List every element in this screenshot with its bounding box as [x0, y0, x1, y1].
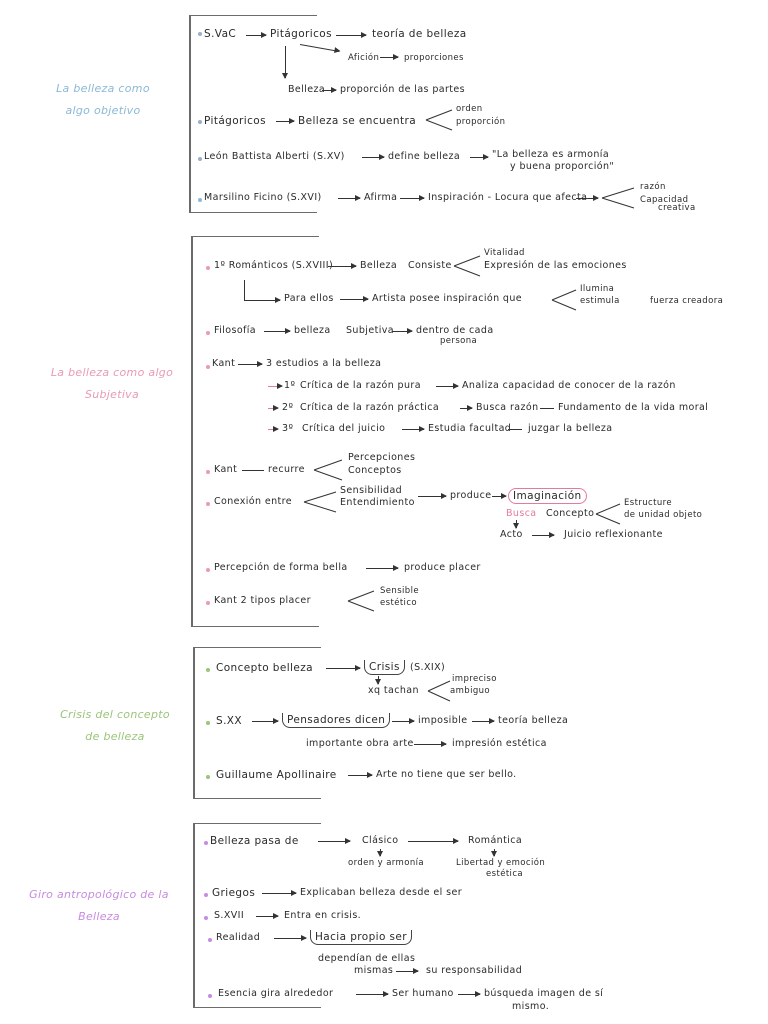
note-text: Capacidad — [640, 195, 689, 205]
arrow — [322, 90, 336, 91]
note-text: estimula — [580, 296, 620, 306]
note-text: importante obra arte — [306, 738, 414, 749]
bullet — [204, 893, 208, 897]
arrow — [366, 568, 398, 569]
note-text: S.XX — [216, 715, 242, 727]
note-text: Ilumina — [580, 284, 615, 294]
arrow — [356, 994, 388, 995]
note-text: Estudia facultad — [428, 423, 512, 434]
arrow — [380, 849, 381, 856]
arrow — [262, 893, 296, 894]
note-text: Estructure — [624, 498, 672, 508]
highlight-pensadores: Pensadores dicen — [282, 713, 390, 728]
dash — [540, 408, 554, 409]
note-text: Belleza — [360, 260, 398, 271]
arrow — [268, 429, 278, 430]
arrow — [380, 57, 398, 58]
arrow — [256, 916, 278, 917]
arrow — [494, 849, 495, 856]
note-text: Fundamento de la vida moral — [558, 402, 709, 413]
arrow — [252, 721, 278, 722]
arrow — [396, 971, 418, 972]
note-text: produce — [450, 490, 492, 501]
note-text: Belleza se encuentra — [298, 115, 417, 127]
note-text: búsqueda imagen de sí — [484, 988, 604, 999]
note-text: proporción de las partes — [340, 84, 465, 95]
note-text: Kant — [214, 464, 238, 475]
note-text: Crítica de la razón práctica — [300, 402, 440, 413]
note-text: ambiguo — [450, 686, 491, 696]
dash — [242, 470, 264, 471]
arrow — [285, 46, 286, 78]
note-text: proporciones — [404, 53, 464, 63]
note-text: Sensibilidad — [340, 485, 403, 496]
note-text: (S.XIX) — [410, 662, 446, 673]
note-text: persona — [440, 336, 478, 346]
bullet — [198, 120, 202, 124]
note-text: Belleza pasa de — [210, 835, 299, 847]
note-text: proporción — [456, 117, 506, 127]
note-text: xq tachan — [368, 685, 419, 696]
note-text: teoría belleza — [498, 715, 569, 726]
note-text: 3 estudios a la belleza — [266, 358, 382, 369]
section-1-bracket — [189, 15, 317, 213]
note-text: León Battista Alberti (S.XV) — [204, 151, 345, 162]
note-text: Expresión de las emociones — [484, 260, 627, 271]
branch-fork — [346, 590, 376, 612]
note-text: Pitágoricos — [204, 115, 266, 127]
note-text: 1º Románticos (S.XVIII) — [214, 260, 334, 271]
note-text: Griegos — [212, 887, 256, 899]
bullet — [198, 157, 202, 161]
note-text: Conexión entre — [214, 496, 292, 507]
arrow — [340, 299, 368, 300]
note-text: Percepción de forma bella — [214, 562, 348, 573]
note-text: Explicaban belleza desde el ser — [300, 887, 463, 898]
note-text: Belleza — [288, 84, 326, 95]
note-text: mismo. — [512, 1001, 550, 1012]
note-text: Concepto — [546, 508, 595, 519]
arrow — [378, 676, 379, 684]
note-text: Conceptos — [348, 465, 402, 476]
note-text: Concepto belleza — [216, 662, 313, 674]
dash — [508, 429, 522, 430]
branch-fork — [312, 459, 344, 481]
note-text: Busca — [506, 508, 537, 519]
branch-fork — [424, 108, 454, 132]
bullet — [206, 331, 210, 335]
arrow — [318, 841, 350, 842]
arrow — [238, 364, 262, 365]
note-text: orden y armonía — [348, 858, 424, 868]
bullet — [206, 601, 210, 605]
arrow — [458, 994, 480, 995]
bullet — [198, 198, 202, 202]
highlight-crisis: Crisis — [364, 660, 405, 675]
arrow — [362, 157, 384, 158]
highlight-imaginacion: Imaginación — [508, 488, 587, 504]
note-text: Realidad — [216, 932, 261, 943]
section-2-title: La belleza como algo Subjetiva — [50, 366, 174, 401]
note-text: Juicio reflexionante — [564, 529, 663, 540]
note-text: Afición — [348, 53, 380, 63]
note-text: Acto — [500, 529, 523, 540]
note-text: Esencia gira alrededor — [218, 988, 334, 999]
arrow — [402, 429, 424, 430]
note-text: Sensible — [380, 586, 419, 596]
section-1-title: La belleza como algo objetivo — [56, 82, 150, 117]
note-text: produce placer — [404, 562, 481, 573]
highlight-hacia-propio-ser: Hacia propio ser — [310, 930, 412, 945]
note-text: Subjetiva — [346, 325, 394, 336]
note-text: Afirma — [364, 192, 398, 203]
note-text: dependían de ellas — [318, 953, 416, 964]
note-text: Marsilino Ficino (S.XVI) — [204, 192, 322, 203]
bullet — [206, 266, 210, 270]
note-text: Inspiración - Locura que afecta — [428, 192, 588, 203]
note-text: fuerza creadora — [650, 296, 724, 306]
note-text: y buena proporción" — [510, 161, 615, 172]
note-text: estético — [380, 598, 417, 608]
arrow — [264, 331, 290, 332]
note-text: impresión estética — [452, 738, 547, 749]
bullet — [204, 841, 208, 845]
note-text: de unidad objeto — [624, 510, 703, 520]
note-text: Kant — [212, 358, 236, 369]
branch-fork — [302, 490, 338, 514]
arrow — [516, 520, 517, 528]
note-text: Vitalidad — [484, 248, 525, 258]
note-text: define belleza — [388, 151, 461, 162]
arrow — [576, 198, 598, 199]
note-text: Consiste — [408, 260, 452, 271]
note-text: orden — [456, 104, 483, 114]
arrow — [274, 938, 306, 939]
bullet — [208, 938, 212, 942]
note-text: 3º — [282, 423, 294, 434]
bullet — [198, 32, 202, 36]
branch-fork — [426, 680, 452, 702]
note-text: creativa — [658, 203, 696, 213]
note-text: impreciso — [452, 674, 497, 684]
note-text: Analiza capacidad de conocer de la razón — [462, 380, 676, 391]
arrow — [460, 408, 472, 409]
arrow — [348, 775, 372, 776]
note-text: mismas — [354, 965, 394, 976]
arrow — [436, 386, 458, 387]
arrow — [492, 496, 506, 497]
note-text: estética — [486, 869, 523, 879]
arrow — [336, 35, 366, 36]
bullet — [206, 668, 210, 672]
arrow — [268, 386, 282, 387]
section-3-title: Crisis del concepto de belleza — [60, 708, 170, 743]
note-text: Percepciones — [348, 452, 416, 463]
bullet — [206, 568, 210, 572]
note-text: Filosofía — [214, 325, 257, 336]
branch-fork — [600, 186, 636, 210]
note-text: Entendimiento — [340, 497, 415, 508]
note-text: Entra en crisis. — [284, 910, 362, 921]
note-text: S.VaC — [204, 28, 237, 40]
arrow — [326, 668, 360, 669]
note-text: dentro de cada — [416, 325, 494, 336]
note-text: S.XVII — [214, 910, 245, 921]
note-text: Pitágoricos — [270, 28, 332, 40]
section-4-title: Giro antropológico de la Belleza — [29, 888, 169, 923]
note-text: Arte no tiene que ser bello. — [376, 769, 517, 780]
arrow — [268, 408, 278, 409]
branch-fork — [550, 289, 578, 311]
branch-fork — [452, 255, 482, 277]
branch-fork — [594, 503, 622, 525]
bullet — [206, 775, 210, 779]
note-text: belleza — [294, 325, 331, 336]
note-text: Romántica — [468, 835, 523, 846]
note-text: Guillaume Apollinaire — [216, 769, 337, 781]
note-text: razón — [640, 182, 666, 192]
note-text: 1º — [284, 380, 296, 391]
note-text: Clásico — [362, 835, 399, 846]
arrow — [338, 198, 360, 199]
note-text: juzgar la belleza — [528, 423, 613, 434]
note-text: teoría de belleza — [372, 28, 467, 40]
note-text: recurre — [268, 464, 305, 475]
bullet — [208, 994, 212, 998]
connector — [244, 280, 245, 300]
arrow — [418, 496, 446, 497]
note-text: Libertad y emoción — [456, 858, 546, 868]
bullet — [204, 916, 208, 920]
arrow — [532, 535, 554, 536]
bullet — [206, 721, 210, 725]
note-text: Crítica del juicio — [302, 423, 386, 434]
arrow — [472, 721, 494, 722]
arrow — [392, 331, 412, 332]
arrow — [328, 266, 356, 267]
note-text: Para ellos — [284, 293, 334, 304]
bullet — [206, 365, 210, 369]
note-text: Busca razón — [476, 402, 539, 413]
arrow — [400, 198, 424, 199]
note-text: imposible — [418, 715, 468, 726]
note-text: Artista posee inspiración que — [372, 293, 523, 304]
arrow — [414, 744, 446, 745]
note-text: Ser humano — [392, 988, 454, 999]
note-text: Kant 2 tipos placer — [214, 595, 311, 606]
note-text: su responsabilidad — [426, 965, 523, 976]
note-text: "La belleza es armonía — [492, 149, 610, 160]
bullet — [206, 502, 210, 506]
bullet — [206, 470, 210, 474]
arrow — [244, 300, 280, 301]
arrow — [246, 35, 266, 36]
arrow — [392, 721, 414, 722]
note-text: 2º — [282, 402, 294, 413]
arrow — [408, 841, 458, 842]
note-text: Crítica de la razón pura — [300, 380, 421, 391]
arrow — [470, 157, 488, 158]
arrow — [276, 121, 294, 122]
